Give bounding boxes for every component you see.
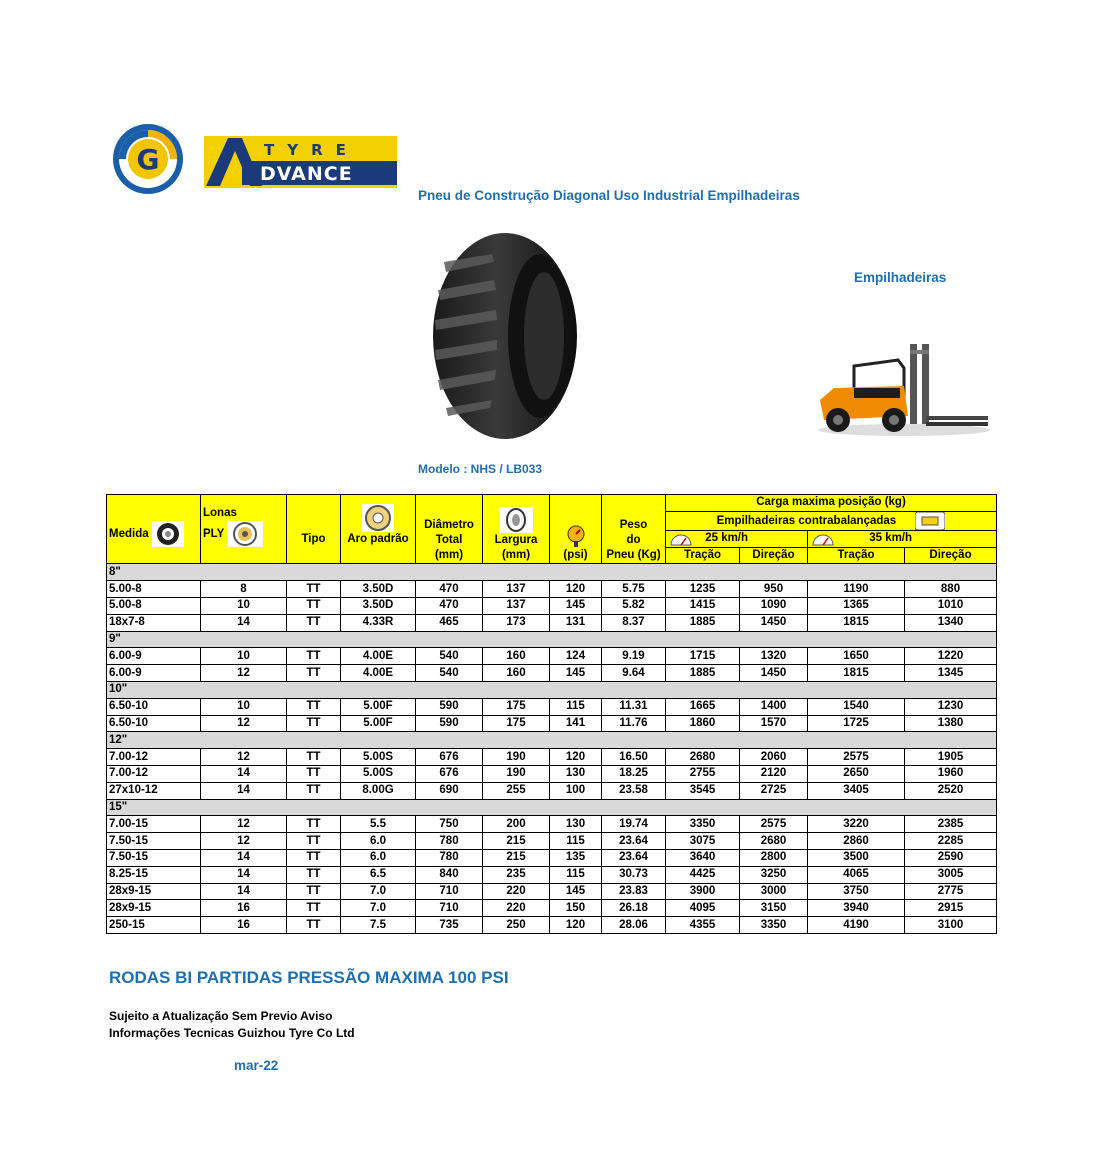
tracao-25-cell: 3900: [666, 883, 740, 900]
date-label: mar-22: [234, 1058, 279, 1073]
direcao-25-cell: 1450: [740, 614, 808, 631]
aro-cell: 5.00S: [341, 749, 416, 766]
diametro-cell: 676: [416, 765, 483, 782]
psi-cell: 145: [550, 883, 602, 900]
tracao-25-cell: 1860: [666, 715, 740, 732]
direcao-25-cell: 3000: [740, 883, 808, 900]
table-row: [107, 614, 997, 631]
direcao-35-cell: 1345: [905, 665, 997, 682]
tipo-cell: TT: [287, 849, 341, 866]
document-title: Pneu de Construção Diagonal Uso Industrial Empilhadeiras: [418, 188, 800, 203]
diametro-cell: 780: [416, 849, 483, 866]
peso-cell: 11.31: [602, 698, 666, 715]
psi-cell: 130: [550, 816, 602, 833]
aro-cell: 7.0: [341, 900, 416, 917]
table-row: [107, 883, 997, 900]
size-group-row: [107, 732, 997, 749]
tracao-35-cell: 1540: [808, 698, 905, 715]
size-group-label: 9": [107, 631, 997, 648]
spec-table-body: [107, 564, 997, 934]
lonas-cell: 12: [201, 816, 287, 833]
psi-cell: 141: [550, 715, 602, 732]
table-row: [107, 581, 997, 598]
largura-cell: 175: [483, 715, 550, 732]
tracao-25-cell: 1415: [666, 597, 740, 614]
psi-cell: 115: [550, 866, 602, 883]
diametro-cell: 690: [416, 782, 483, 799]
diametro-label-3: (mm): [434, 549, 464, 562]
guizhou-g-logo: [108, 122, 188, 196]
speed-35-label: 35 km/h: [869, 532, 913, 545]
psi-cell: 115: [550, 833, 602, 850]
psi-cell: 150: [550, 900, 602, 917]
tipo-cell: TT: [287, 581, 341, 598]
tracao-35-cell: 2860: [808, 833, 905, 850]
peso-cell: 18.25: [602, 765, 666, 782]
table-row: [107, 782, 997, 799]
tracao-25-cell: 4355: [666, 917, 740, 934]
aro-cell: 6.0: [341, 833, 416, 850]
diametro-cell: 710: [416, 883, 483, 900]
medida-cell: 28x9-15: [107, 883, 201, 900]
tracao-25-cell: 2680: [666, 749, 740, 766]
tracao-25-cell: 1665: [666, 698, 740, 715]
lonas-cell: 14: [201, 883, 287, 900]
tipo-cell: TT: [287, 917, 341, 934]
largura-cell: 160: [483, 665, 550, 682]
table-row: [107, 665, 997, 682]
tracao-25-cell: 3545: [666, 782, 740, 799]
tracao-35-cell: 1815: [808, 665, 905, 682]
lonas-cell: 10: [201, 648, 287, 665]
tipo-cell: TT: [287, 816, 341, 833]
largura-cell: 250: [483, 917, 550, 934]
spec-table-header: [107, 495, 997, 564]
ply-label: PLY: [203, 528, 225, 541]
peso-label-1: Peso: [619, 519, 648, 532]
direcao-25-cell: 2800: [740, 849, 808, 866]
direcao-35-cell: 3100: [905, 917, 997, 934]
psi-cell: 120: [550, 581, 602, 598]
medida-cell: 7.00-15: [107, 816, 201, 833]
lonas-cell: 14: [201, 866, 287, 883]
direcao-25-cell: 2060: [740, 749, 808, 766]
psi-label: (psi): [563, 549, 588, 562]
lonas-cell: 14: [201, 782, 287, 799]
direcao-35-cell: 1230: [905, 698, 997, 715]
tracao-25-cell: 1235: [666, 581, 740, 598]
medida-cell: 250-15: [107, 917, 201, 934]
psi-cell: 100: [550, 782, 602, 799]
aro-cell: 4.00E: [341, 665, 416, 682]
carga-header: Carga maxima posição (kg): [666, 495, 997, 512]
psi-cell: 135: [550, 849, 602, 866]
peso-cell: 23.58: [602, 782, 666, 799]
table-row: [107, 816, 997, 833]
psi-cell: 120: [550, 749, 602, 766]
direcao-35-cell: 3005: [905, 866, 997, 883]
pressure-gauge-icon: [565, 524, 587, 548]
largura-label-1: Largura: [494, 534, 538, 547]
ply-icon: [227, 521, 263, 547]
largura-cell: 255: [483, 782, 550, 799]
peso-cell: 19.74: [602, 816, 666, 833]
direcao-35-cell: 2520: [905, 782, 997, 799]
table-row: [107, 849, 997, 866]
tracao-25-cell: 3075: [666, 833, 740, 850]
tracao-25-cell: 1885: [666, 665, 740, 682]
width-icon: [499, 507, 533, 533]
direcao-35-cell: 2915: [905, 900, 997, 917]
lonas-cell: 10: [201, 698, 287, 715]
psi-cell: 124: [550, 648, 602, 665]
tipo-header: Tipo: [287, 495, 341, 564]
tracao-25-cell: 4095: [666, 900, 740, 917]
direcao-35-cell: 1010: [905, 597, 997, 614]
medida-cell: 7.00-12: [107, 765, 201, 782]
medida-cell: 7.50-15: [107, 833, 201, 850]
tracao-25-header: Tração: [666, 547, 740, 564]
medida-cell: 7.00-12: [107, 749, 201, 766]
rim-icon: [362, 504, 394, 532]
peso-header: [602, 495, 666, 564]
tracao-35-cell: 1815: [808, 614, 905, 631]
psi-cell: 120: [550, 917, 602, 934]
peso-cell: 28.06: [602, 917, 666, 934]
model-label: Modelo : NHS / LB033: [418, 462, 543, 476]
advance-wordmark: DVANCE: [260, 163, 353, 185]
speedometer-icon: [810, 531, 836, 546]
direcao-35-cell: 1220: [905, 648, 997, 665]
direcao-35-cell: 1960: [905, 765, 997, 782]
table-row: [107, 597, 997, 614]
tracao-35-cell: 3750: [808, 883, 905, 900]
tracao-35-cell: 4190: [808, 917, 905, 934]
medida-cell: 28x9-15: [107, 900, 201, 917]
largura-cell: 160: [483, 648, 550, 665]
direcao-25-cell: 2725: [740, 782, 808, 799]
table-row: [107, 715, 997, 732]
table-row: [107, 698, 997, 715]
psi-cell: 115: [550, 698, 602, 715]
diametro-label-2: Total: [435, 534, 463, 547]
peso-cell: 23.64: [602, 849, 666, 866]
size-group-label: 8": [107, 564, 997, 581]
largura-cell: 235: [483, 866, 550, 883]
lonas-label: Lonas: [203, 507, 237, 520]
direcao-35-cell: 1380: [905, 715, 997, 732]
medida-header: [107, 495, 201, 564]
tipo-cell: TT: [287, 715, 341, 732]
aro-cell: 7.5: [341, 917, 416, 934]
lonas-cell: 10: [201, 597, 287, 614]
tracao-25-cell: 3640: [666, 849, 740, 866]
direcao-25-cell: 3150: [740, 900, 808, 917]
psi-cell: 130: [550, 765, 602, 782]
medida-cell: 8.25-15: [107, 866, 201, 883]
table-row: [107, 648, 997, 665]
aro-cell: 5.00F: [341, 715, 416, 732]
lonas-cell: 8: [201, 581, 287, 598]
speed-35-header: [808, 530, 997, 547]
largura-cell: 175: [483, 698, 550, 715]
pressao-header: [550, 495, 602, 564]
tipo-cell: TT: [287, 866, 341, 883]
direcao-35-header: Direção: [905, 547, 997, 564]
diametro-cell: 590: [416, 698, 483, 715]
direcao-35-cell: 2775: [905, 883, 997, 900]
direcao-25-cell: 1320: [740, 648, 808, 665]
size-group-label: 15": [107, 799, 997, 816]
peso-cell: 9.19: [602, 648, 666, 665]
table-row: [107, 917, 997, 934]
size-group-row: [107, 681, 997, 698]
table-row: [107, 833, 997, 850]
tipo-cell: TT: [287, 782, 341, 799]
diametro-cell: 750: [416, 816, 483, 833]
tread-icon: [152, 521, 184, 547]
tracao-35-header: Tração: [808, 547, 905, 564]
direcao-25-cell: 1570: [740, 715, 808, 732]
tipo-cell: TT: [287, 597, 341, 614]
lonas-cell: 12: [201, 665, 287, 682]
tipo-cell: TT: [287, 648, 341, 665]
aro-cell: 7.0: [341, 883, 416, 900]
tire-image: [432, 232, 578, 440]
diametro-cell: 590: [416, 715, 483, 732]
table-row: [107, 900, 997, 917]
direcao-25-cell: 2575: [740, 816, 808, 833]
tipo-cell: TT: [287, 765, 341, 782]
direcao-25-cell: 3350: [740, 917, 808, 934]
tracao-35-cell: 1650: [808, 648, 905, 665]
empilhadeiras-label: Empilhadeiras contrabalançadas: [716, 514, 897, 527]
tracao-35-cell: 2650: [808, 765, 905, 782]
peso-label-3: Pneu (Kg): [606, 549, 661, 562]
peso-cell: 16.50: [602, 749, 666, 766]
aro-label: Aro padrão: [347, 533, 409, 546]
peso-cell: 5.75: [602, 581, 666, 598]
direcao-35-cell: 2285: [905, 833, 997, 850]
diametro-cell: 840: [416, 866, 483, 883]
largura-cell: 200: [483, 816, 550, 833]
medida-cell: 6.00-9: [107, 648, 201, 665]
direcao-25-cell: 1090: [740, 597, 808, 614]
direcao-35-cell: 2590: [905, 849, 997, 866]
direcao-25-cell: 3250: [740, 866, 808, 883]
largura-cell: 190: [483, 749, 550, 766]
aro-cell: 5.5: [341, 816, 416, 833]
tracao-25-cell: 4425: [666, 866, 740, 883]
aro-cell: 4.33R: [341, 614, 416, 631]
size-group-row: [107, 799, 997, 816]
peso-label-2: do: [626, 534, 641, 547]
direcao-25-cell: 2680: [740, 833, 808, 850]
medida-cell: 7.50-15: [107, 849, 201, 866]
aro-cell: 5.00S: [341, 765, 416, 782]
medida-cell: 5.00-8: [107, 597, 201, 614]
tipo-cell: TT: [287, 698, 341, 715]
peso-cell: 8.37: [602, 614, 666, 631]
diametro-cell: 470: [416, 597, 483, 614]
tracao-25-cell: 1885: [666, 614, 740, 631]
direcao-25-cell: 950: [740, 581, 808, 598]
medida-label: Medida: [109, 528, 149, 541]
lonas-cell: 14: [201, 614, 287, 631]
aro-cell: 3.50D: [341, 581, 416, 598]
size-group-row: [107, 564, 997, 581]
lonas-cell: 14: [201, 849, 287, 866]
aro-cell: 5.00F: [341, 698, 416, 715]
table-row: [107, 765, 997, 782]
largura-cell: 173: [483, 614, 550, 631]
aro-cell: 6.5: [341, 866, 416, 883]
psi-cell: 145: [550, 597, 602, 614]
largura-cell: 137: [483, 597, 550, 614]
table-row: [107, 749, 997, 766]
peso-cell: 26.18: [602, 900, 666, 917]
medida-cell: 18x7-8: [107, 614, 201, 631]
diametro-cell: 735: [416, 917, 483, 934]
largura-cell: 215: [483, 833, 550, 850]
size-group-row: [107, 631, 997, 648]
direcao-25-header: Direção: [740, 547, 808, 564]
diametro-cell: 780: [416, 833, 483, 850]
tracao-35-cell: 3220: [808, 816, 905, 833]
medida-cell: 6.50-10: [107, 715, 201, 732]
tipo-cell: TT: [287, 883, 341, 900]
spec-table: [106, 494, 997, 934]
aro-cell: 4.00E: [341, 648, 416, 665]
direcao-35-cell: 880: [905, 581, 997, 598]
side-heading: Empilhadeiras: [854, 270, 947, 285]
tracao-35-cell: 4065: [808, 866, 905, 883]
tracao-25-cell: 1715: [666, 648, 740, 665]
tracao-35-cell: 1725: [808, 715, 905, 732]
peso-cell: 23.64: [602, 833, 666, 850]
diametro-cell: 465: [416, 614, 483, 631]
peso-cell: 5.82: [602, 597, 666, 614]
peso-cell: 23.83: [602, 883, 666, 900]
diametro-label-1: Diâmetro: [424, 519, 474, 532]
tracao-35-cell: 3940: [808, 900, 905, 917]
advance-tyre-logo: [204, 136, 397, 188]
speedometer-icon: [668, 531, 694, 546]
direcao-25-cell: 2120: [740, 765, 808, 782]
diametro-cell: 676: [416, 749, 483, 766]
direcao-25-cell: 1400: [740, 698, 808, 715]
peso-cell: 30.73: [602, 866, 666, 883]
medida-cell: 27x10-12: [107, 782, 201, 799]
direcao-35-cell: 2385: [905, 816, 997, 833]
diametro-cell: 470: [416, 581, 483, 598]
largura-cell: 220: [483, 900, 550, 917]
aro-cell: 8.00G: [341, 782, 416, 799]
largura-header: [483, 495, 550, 564]
largura-cell: 220: [483, 883, 550, 900]
tracao-35-cell: 3500: [808, 849, 905, 866]
tracao-35-cell: 3405: [808, 782, 905, 799]
diametro-cell: 540: [416, 648, 483, 665]
diametro-header: [416, 495, 483, 564]
direcao-25-cell: 1450: [740, 665, 808, 682]
size-group-label: 10": [107, 681, 997, 698]
tipo-cell: TT: [287, 749, 341, 766]
lonas-cell: 14: [201, 765, 287, 782]
tyre-wordmark: TYRE: [264, 141, 359, 159]
footer-note-update: Sujeito a Atualização Sem Previo Aviso: [109, 1009, 333, 1023]
tipo-cell: TT: [287, 665, 341, 682]
lonas-cell: 16: [201, 917, 287, 934]
tracao-35-cell: 2575: [808, 749, 905, 766]
psi-cell: 145: [550, 665, 602, 682]
aro-cell: 6.0: [341, 849, 416, 866]
tipo-cell: TT: [287, 900, 341, 917]
size-group-label: 12": [107, 732, 997, 749]
largura-label-2: (mm): [501, 549, 531, 562]
medida-cell: 6.00-9: [107, 665, 201, 682]
lonas-cell: 12: [201, 749, 287, 766]
direcao-35-cell: 1340: [905, 614, 997, 631]
peso-cell: 11.76: [602, 715, 666, 732]
tracao-25-cell: 2755: [666, 765, 740, 782]
empilhadeiras-header: [666, 511, 997, 530]
tracao-35-cell: 1190: [808, 581, 905, 598]
tracao-25-cell: 3350: [666, 816, 740, 833]
tipo-cell: TT: [287, 614, 341, 631]
medida-cell: 6.50-10: [107, 698, 201, 715]
aro-header: [341, 495, 416, 564]
largura-cell: 137: [483, 581, 550, 598]
aro-cell: 3.50D: [341, 597, 416, 614]
tipo-cell: TT: [287, 833, 341, 850]
largura-cell: 190: [483, 765, 550, 782]
largura-cell: 215: [483, 849, 550, 866]
g-letter: G: [136, 143, 160, 176]
diametro-cell: 710: [416, 900, 483, 917]
table-row: [107, 866, 997, 883]
speed-25-header: [666, 530, 808, 547]
forklift-image: [814, 338, 992, 438]
diametro-cell: 540: [416, 665, 483, 682]
lonas-cell: 12: [201, 715, 287, 732]
speed-25-label: 25 km/h: [705, 532, 749, 545]
psi-cell: 131: [550, 614, 602, 631]
footer-heading: RODAS BI PARTIDAS PRESSÃO MAXIMA 100 PSI: [109, 968, 509, 987]
medida-cell: 5.00-8: [107, 581, 201, 598]
footer-note-source: Informações Tecnicas Guizhou Tyre Co Ltd: [109, 1026, 355, 1040]
peso-cell: 9.64: [602, 665, 666, 682]
lonas-cell: 12: [201, 833, 287, 850]
load-icon: [915, 512, 945, 530]
tracao-35-cell: 1365: [808, 597, 905, 614]
lonas-header: [201, 495, 287, 564]
lonas-cell: 16: [201, 900, 287, 917]
direcao-35-cell: 1905: [905, 749, 997, 766]
